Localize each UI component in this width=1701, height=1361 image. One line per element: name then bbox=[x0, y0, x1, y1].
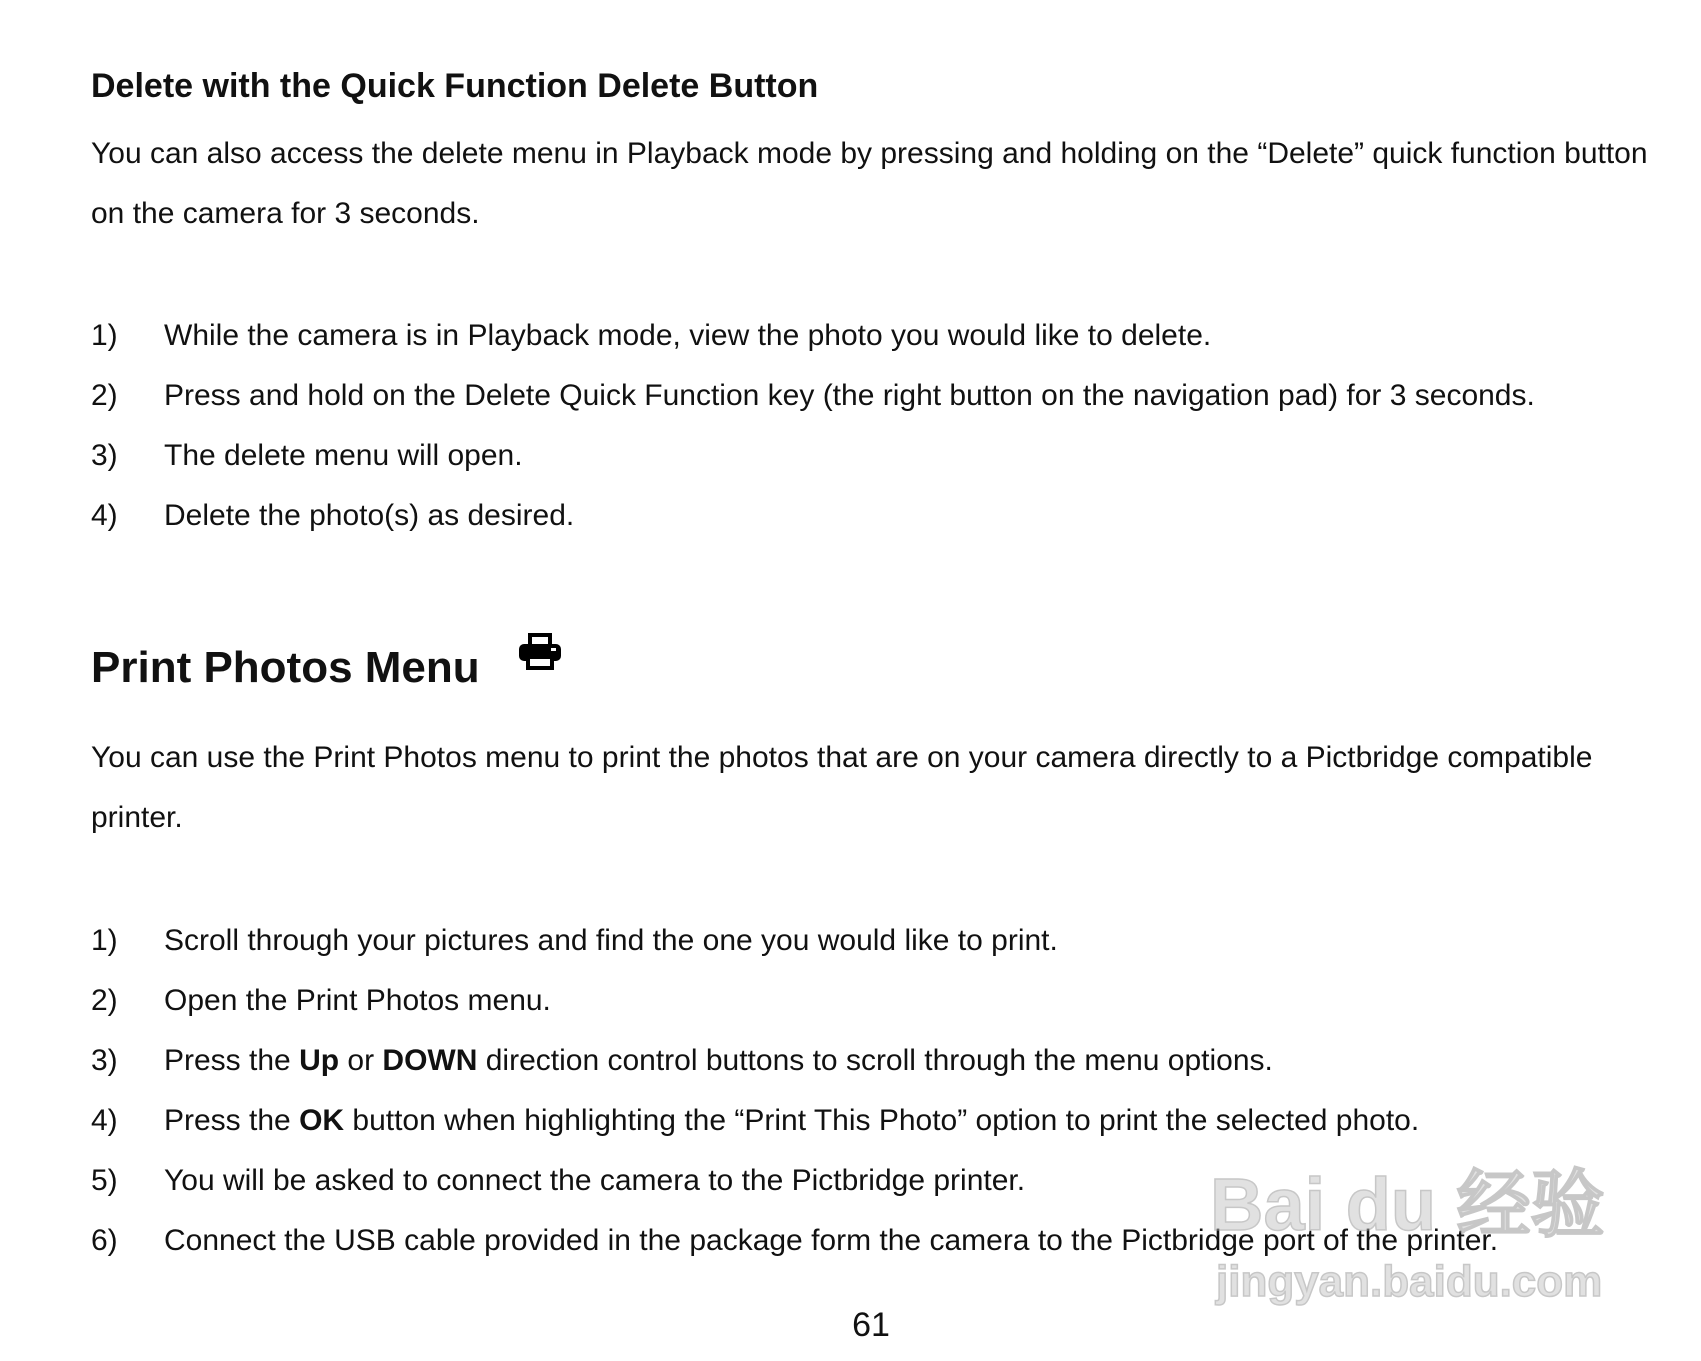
up-key-label: Up bbox=[299, 1044, 340, 1077]
subsection-intro-paragraph: You can also access the delete menu in Playback mode by pressing and holding on the “Delete” quick function button on the camera for 3 seconds. bbox=[91, 137, 1648, 230]
section-intro-paragraph: You can use the Print Photos menu to print the photos that are on your camera directly to a Pictbridge compatible printer. bbox=[91, 741, 1593, 834]
step-number: 3) bbox=[91, 1044, 118, 1077]
step-text: Connect the USB cable provided in the package form the camera to the Pictbridge port of the printer. bbox=[164, 1224, 1499, 1257]
step-number: 4) bbox=[91, 499, 118, 532]
step-text: Press the OK button when highlighting the “Print This Photo” option to print the selected photo. bbox=[164, 1104, 1420, 1137]
list-item bbox=[91, 1091, 1498, 1151]
step-number: 3) bbox=[91, 439, 118, 472]
step-text: Delete the photo(s) as desired. bbox=[164, 499, 575, 532]
step-text: Scroll through your pictures and find the one you would like to print. bbox=[164, 924, 1058, 957]
step-text: Press and hold on the Delete Quick Function key (the right button on the navigation pad) for 3 seconds. bbox=[164, 379, 1535, 412]
watermark-url: jingyan.baidu.com bbox=[1216, 1257, 1603, 1306]
step-number: 5) bbox=[91, 1164, 118, 1197]
step-text: Open the Print Photos menu. bbox=[164, 984, 551, 1017]
step-number: 2) bbox=[91, 379, 118, 412]
list-item bbox=[91, 1031, 1498, 1091]
list-item bbox=[91, 1211, 1498, 1271]
ok-key-label: OK bbox=[299, 1104, 345, 1137]
list-item bbox=[91, 971, 1498, 1031]
page-number: 61 bbox=[852, 1306, 890, 1344]
subsection-heading: Delete with the Quick Function Delete Button bbox=[91, 67, 819, 105]
list-item bbox=[91, 366, 1535, 426]
document-page bbox=[91, 0, 1671, 1361]
page-title: Print Photos Menu bbox=[91, 643, 480, 692]
step-text: While the camera is in Playback mode, view the photo you would like to delete. bbox=[164, 319, 1212, 352]
printer-icon bbox=[517, 632, 563, 672]
down-key-label: DOWN bbox=[382, 1044, 478, 1077]
step-text: The delete menu will open. bbox=[164, 439, 523, 472]
delete-steps-list bbox=[91, 306, 1535, 546]
list-item bbox=[91, 1151, 1498, 1211]
step-number: 4) bbox=[91, 1104, 118, 1137]
step-number: 2) bbox=[91, 984, 118, 1017]
list-item bbox=[91, 486, 1535, 546]
step-text: Press the Up or DOWN direction control buttons to scroll through the menu options. bbox=[164, 1044, 1273, 1077]
list-item bbox=[91, 911, 1498, 971]
step-number: 1) bbox=[91, 319, 118, 352]
print-steps-list bbox=[91, 911, 1498, 1271]
watermark-brand: Bai du 经验 bbox=[1210, 1163, 1605, 1246]
step-text: You will be asked to connect the camera to the Pictbridge printer. bbox=[164, 1164, 1026, 1197]
list-item bbox=[91, 306, 1535, 366]
step-number: 1) bbox=[91, 924, 118, 957]
step-number: 6) bbox=[91, 1224, 118, 1257]
list-item bbox=[91, 426, 1535, 486]
